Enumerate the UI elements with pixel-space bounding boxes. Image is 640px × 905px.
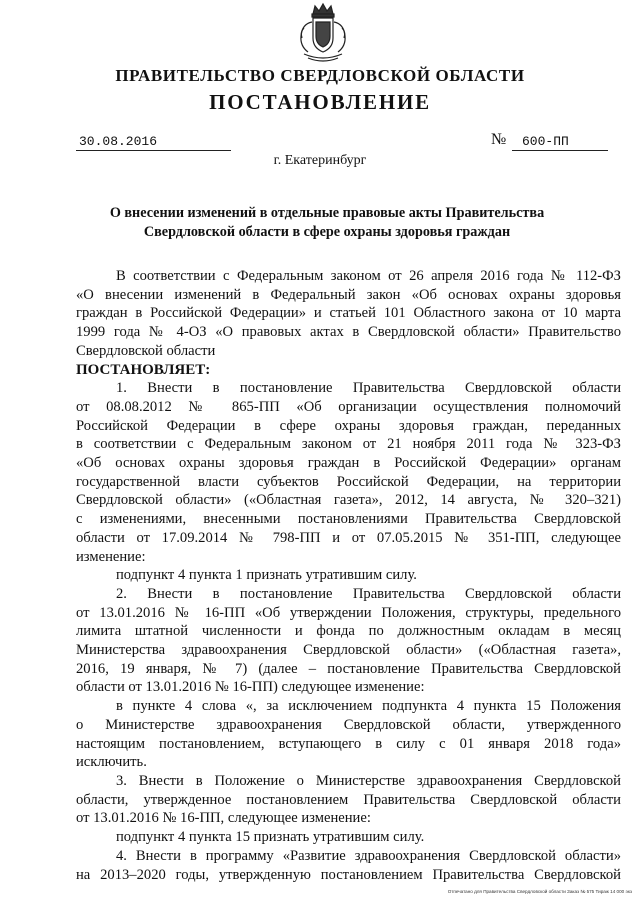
body-line: «О внесении изменений в Федеральный закон «Об основах охраны здоровья [76, 286, 621, 303]
body-line: области, утвержденное постановлением Правительства Свердловской области [76, 791, 621, 808]
body-line: 2. Внести в постановление Правительства Свердловской области [116, 585, 621, 602]
body-line: лимита штатной численности и фонда по должностным окладам в месяц [76, 623, 621, 640]
organization-title: ПРАВИТЕЛЬСТВО СВЕРДЛОВСКОЙ ОБЛАСТИ [115, 66, 525, 85]
body-line: 1999 года № 4-ОЗ «О правовых актах в Свердловской области» Правительство [76, 324, 621, 341]
body-line: граждан в Российской Федерации» и статьей 101 Областного закона от 10 марта [76, 305, 621, 322]
document-type: ПОСТАНОВЛЕНИЕ [209, 90, 431, 114]
body-line: подпункт 4 пункта 15 признать утратившим силу. [116, 829, 425, 846]
document-heading [90, 204, 564, 242]
body-line: 4. Внести в программу «Развитие здравоохранения Свердловской области» [116, 847, 621, 864]
body-line: в соответствии с Федеральным законом от 21 ноября 2011 года № 323-ФЗ [76, 436, 621, 453]
document-number: 600-ПП [512, 134, 608, 151]
city-label: г. Екатеринбург [273, 153, 367, 168]
body-line: Российской Федерации в сфере охраны здоровья граждан, переданных [76, 417, 621, 434]
heading-line: О внесении изменений в отдельные правовые акты Правительства [109, 205, 545, 221]
body-line: с изменениями, внесенными постановлениями Правительства Свердловской [76, 511, 621, 528]
body-line: Свердловской области [76, 342, 216, 359]
body-line: исключить. [76, 754, 147, 771]
body-line: в пункте 4 слова «, за исключением подпункта 4 пункта 15 Положения [116, 698, 621, 715]
body-line: В соответствии с Федеральным законом от 26 апреля 2016 года № 112-ФЗ [116, 268, 621, 284]
body-line: настоящим постановлением, вступающего в силу с 01 января 2018 года» [76, 735, 621, 752]
body-line: Свердловской области» («Областная газета», 2012, 14 августа, № 320–321) [76, 492, 621, 509]
body-line: области от 13.01.2016 № 16-ПП) следующее изменение: [76, 679, 425, 696]
body-line: от 08.08.2012 № 865-ПП «Об организации осуществления полномочий [76, 398, 621, 415]
heading-line: Свердловской области в сфере охраны здоровья граждан [143, 224, 511, 240]
body-line: 1. Внести в постановление Правительства Свердловской области [116, 380, 621, 397]
body-line: о Министерстве здравоохранения Свердловской области, утвержденного [76, 716, 621, 733]
print-imprint: Отпечатано для Правительства Свердловской области Заказ № 575 Тираж 14 000 экз [447, 889, 632, 894]
number-sign: № [491, 131, 507, 148]
document-body [76, 267, 621, 884]
body-line: 2016, 19 января, № 7) (далее – постановление Правительства Свердловской [76, 660, 621, 677]
body-line: государственной власти субъектов Российской Федерации, на территории [76, 473, 621, 490]
body-line: 3. Внести в Положение о Министерстве здравоохранения Свердловской [116, 772, 621, 789]
document-date: 30.08.2016 [76, 134, 231, 151]
body-line: на 2013–2020 годы, утвержденную постановлением Правительства Свердловской [76, 866, 621, 883]
body-line: «Об основах охраны здоровья граждан в Российской Федерации» органам [76, 455, 621, 472]
body-line: от 13.01.2016 № 16-ПП «Об утверждении Положения, структуры, предельного [76, 604, 621, 621]
body-line: области от 17.09.2014 № 798-ПП и от 07.05.2015 № 351-ПП, следующее [76, 529, 621, 546]
body-line: изменение: [76, 548, 146, 565]
body-line: от 13.01.2016 № 16-ПП, следующее изменение: [76, 810, 371, 827]
body-line: подпункт 4 пункта 1 признать утратившим силу. [116, 567, 417, 584]
coat-of-arms-icon [296, 2, 350, 64]
resolves-label: ПОСТАНОВЛЯЕТ: [76, 361, 211, 378]
body-line: Министерства здравоохранения Свердловской области» («Областная газета», [76, 642, 621, 659]
